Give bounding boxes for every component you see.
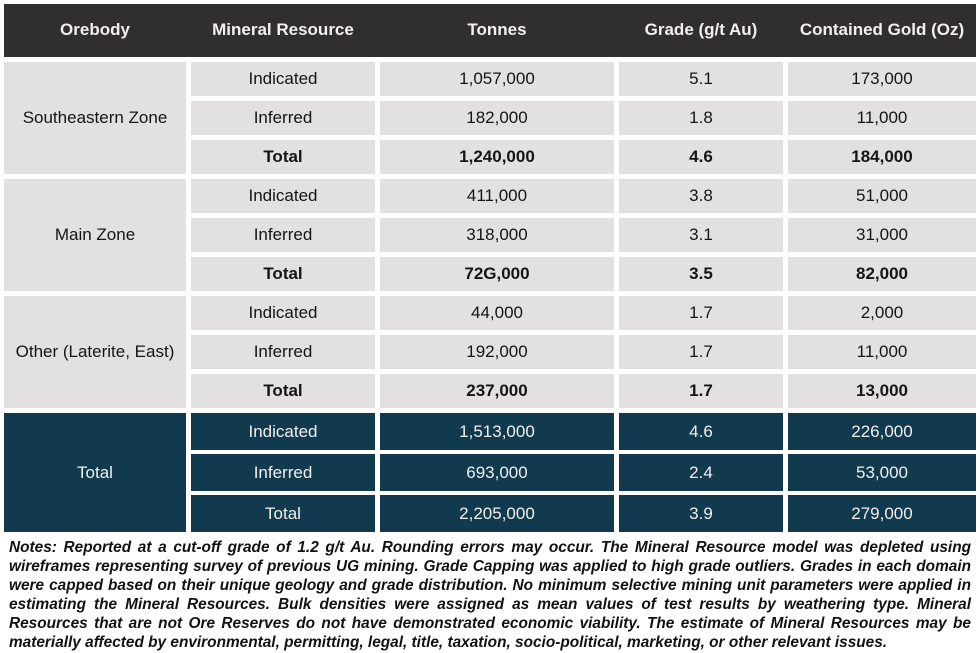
column-header-orebody: Orebody [60,20,130,40]
tonnes-cell: 1,240,000 [380,140,614,174]
mineral-resource-cell: Inferred [191,218,375,252]
mineral-resource-cell: Indicated [191,296,375,330]
orebody-cell: Main Zone [4,179,186,291]
grade-cell: 4.6 [619,140,783,174]
column-header-tonnes: Tonnes [467,20,527,40]
contained-gold-cell: 11,000 [788,335,976,369]
tonnes-cell: 1,057,000 [380,62,614,96]
grade-cell: 4.6 [619,413,783,450]
orebody-cell: Southeastern Zone [4,62,186,174]
column-header-grade: Grade (g/t Au) [644,20,758,40]
contained-gold-cell: 173,000 [788,62,976,96]
grade-cell: 1.7 [619,296,783,330]
tonnes-cell: 411,000 [380,179,614,213]
contained-gold-cell: 51,000 [788,179,976,213]
tonnes-cell: 237,000 [380,374,614,408]
mineral-resource-cell: Indicated [191,179,375,213]
grade-cell: 1.7 [619,335,783,369]
contained-gold-cell: 11,000 [788,101,976,135]
group-total [4,413,976,532]
contained-gold-cell: 226,000 [788,413,976,450]
grade-cell: 3.1 [619,218,783,252]
mineral-resource-cell: Inferred [191,454,375,491]
contained-gold-cell: 82,000 [788,257,976,291]
grade-cell: 1.7 [619,374,783,408]
contained-gold-cell: 13,000 [788,374,976,408]
mineral-resource-cell: Total [191,140,375,174]
contained-gold-cell: 2,000 [788,296,976,330]
mineral-resource-cell: Total [191,257,375,291]
tonnes-cell: 1,513,000 [380,413,614,450]
group-main-zone [4,179,976,291]
table-header-row [4,4,976,57]
column-header-contained-gold: Contained Gold (Oz) [799,20,965,40]
mineral-resource-cell: Inferred [191,335,375,369]
grade-cell: 2.4 [619,454,783,491]
mineral-resource-cell: Total [191,374,375,408]
tonnes-cell: 693,000 [380,454,614,491]
contained-gold-cell: 31,000 [788,218,976,252]
mineral-resource-cell: Inferred [191,101,375,135]
group-southeastern-zone [4,62,976,174]
mineral-resource-cell: Total [191,495,375,532]
tonnes-cell: 318,000 [380,218,614,252]
tonnes-cell: 182,000 [380,101,614,135]
notes-text: Notes: Reported at a cut-off grade of 1.2 g/t Au. Rounding errors may occur. The Mineral Resource model was depleted using wireframes representing survey of previous UG mining. Grade Capping was applied to high grade outliers. Grades in each domain were capped based on their unique geology and grade distribution. No minimum selective mining unit parameters were applied in estimating the Mineral Resources. Bulk densities were assigned as mean values of test results by weathering type. Mineral Resources that are not Ore Reserves do not have demonstrated economic viability. The estimate of Mineral Resources may be materially affected by environmental, permitting, legal, title, taxation, socio-political, marketing, or other relevant issues. [9,539,971,652]
grade-cell: 3.5 [619,257,783,291]
tonnes-cell: 2,205,000 [380,495,614,532]
mineral-resource-cell: Indicated [191,62,375,96]
tonnes-cell: 44,000 [380,296,614,330]
contained-gold-cell: 184,000 [788,140,976,174]
contained-gold-cell: 279,000 [788,495,976,532]
contained-gold-cell: 53,000 [788,454,976,491]
grade-cell: 3.8 [619,179,783,213]
group-other-laterite-east [4,296,976,408]
tonnes-cell: 72G,000 [380,257,614,291]
column-header-mineral-resource: Mineral Resource [212,20,354,40]
tonnes-cell: 192,000 [380,335,614,369]
orebody-cell: Total [4,413,186,532]
orebody-cell: Other (Laterite, East) [4,296,186,408]
grade-cell: 3.9 [619,495,783,532]
grade-cell: 5.1 [619,62,783,96]
mineral-resource-cell: Indicated [191,413,375,450]
grade-cell: 1.8 [619,101,783,135]
